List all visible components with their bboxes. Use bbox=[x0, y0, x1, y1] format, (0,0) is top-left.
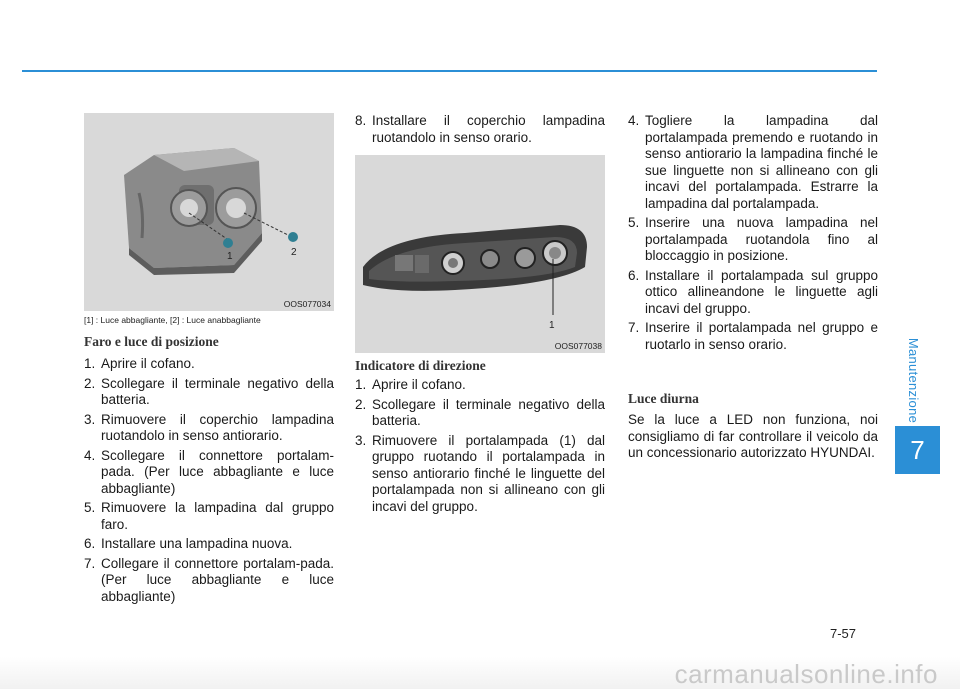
chapter-number-tab: 7 bbox=[895, 426, 940, 474]
watermark-bar bbox=[0, 657, 960, 689]
list-item: 1. Aprire il cofano. bbox=[84, 356, 195, 371]
list-item: 7. Inserire il portalampada nel gruppo e ruotarlo in senso orario. bbox=[628, 320, 878, 352]
figure-code: OOS077038 bbox=[554, 341, 602, 351]
headlamp-figure bbox=[84, 113, 334, 311]
section-heading-turn-signal: Indicatore di direzione bbox=[355, 358, 486, 373]
list-item: 5. Inserire una nuova lampadina nel portalampada ruotandola fino al bloccaggio in posizione. bbox=[628, 215, 878, 263]
headlamp-illustration bbox=[84, 113, 334, 311]
page-number: 7-57 bbox=[830, 626, 857, 641]
watermark-text: carmanualsonline.info bbox=[674, 659, 938, 689]
list-item: 1. Aprire il cofano. bbox=[355, 377, 466, 392]
list-item: 2. Scollegare il terminale negativo della batteria. bbox=[355, 396, 605, 428]
headlamp-steps bbox=[84, 356, 334, 608]
callout-1: 1 bbox=[227, 251, 233, 262]
figure-code: OOS077034 bbox=[283, 299, 331, 309]
chapter-section-label: Manutenzione bbox=[906, 337, 922, 423]
section-heading-drl: Luce diurna bbox=[628, 391, 699, 406]
turn-signal-steps bbox=[355, 377, 605, 518]
drl-body-text: Se la luce a LED non funziona, noi consigliamo di far controllare il veicolo da un concessionario autorizzato HYUNDAI. bbox=[628, 412, 878, 460]
list-item: 3. Rimuovere il coperchio lampadina ruotandolo in senso antiorario. bbox=[84, 411, 334, 443]
top-rule bbox=[22, 70, 877, 72]
list-item: 4. Togliere la lampadina dal portalampada premendo e ruotando in senso antiorario la lampadina finché le sue linguette non si allineano con gli incavi del portalampada. Estrarre la lampadina dal portalampada. bbox=[628, 113, 878, 211]
section-heading-headlamp: Faro e luce di posizione bbox=[84, 334, 219, 349]
list-item: 6. Installare una lampadina nuova. bbox=[84, 536, 293, 551]
list-item: 4. Scollegare il connettore portalam-pada. (Per luce abbagliante e luce abbagliante) bbox=[84, 447, 334, 496]
list-item: 2. Scollegare il terminale negativo della batteria. bbox=[84, 375, 334, 407]
list-item: 8. Installare il coperchio lampadina ruotandolo in senso orario. bbox=[355, 113, 605, 145]
callout-2: 2 bbox=[291, 247, 297, 258]
turn-signal-figure bbox=[355, 155, 605, 353]
turn-signal-illustration bbox=[355, 155, 605, 353]
list-item: 3. Rimuovere il portalampada (1) dal gruppo ruotando il portalampada in senso antiorario finché le linguette del portalampada non si allineano con gli incavi del gruppo. bbox=[355, 432, 605, 514]
turn-signal-steps-continued bbox=[628, 113, 878, 356]
list-item: 6. Installare il portalampada sul gruppo ottico allineandone le linguette agli incavi del gruppo. bbox=[628, 267, 878, 316]
list-item: 7. Collegare il connettore portalam-pada. (Per luce abbagliante e luce abbagliante) bbox=[84, 555, 334, 604]
list-item: 5. Rimuovere la lampadina dal gruppo faro. bbox=[84, 500, 334, 532]
callout-1: 1 bbox=[549, 320, 555, 331]
headlamp-steps-continued bbox=[355, 113, 605, 149]
figure-caption: [1] : Luce abbagliante, [2] : Luce anabbagliante bbox=[84, 315, 261, 325]
